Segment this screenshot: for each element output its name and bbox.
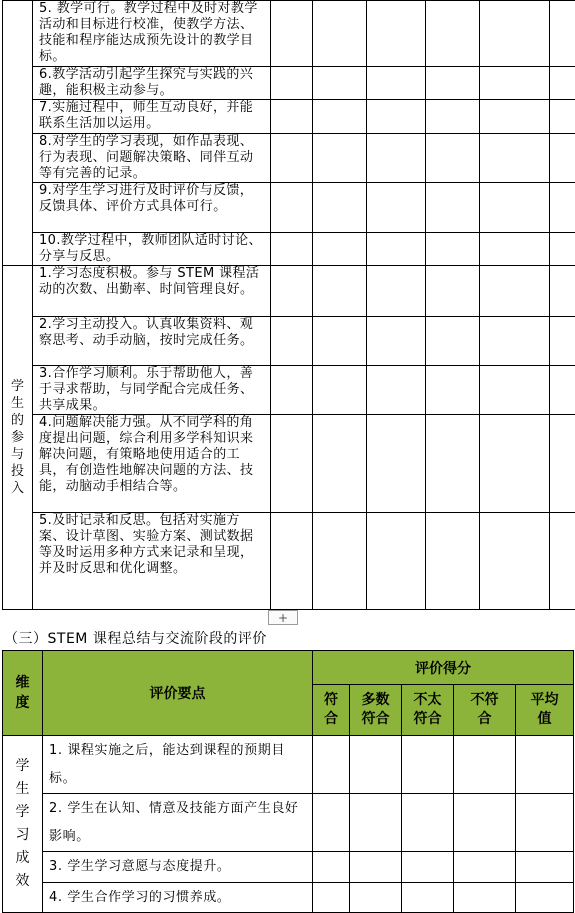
score-cell[interactable]	[550, 513, 575, 610]
score-cell[interactable]	[313, 134, 367, 183]
score-cell[interactable]	[367, 415, 426, 513]
score-cell[interactable]	[550, 1, 575, 67]
criterion-cell: 6.教学活动引起学生探究与实践的兴趣，能积极主动参与。	[33, 67, 271, 100]
header-evaluation-points: 评价要点	[43, 651, 313, 736]
score-cell[interactable]	[271, 233, 313, 266]
score-cell[interactable]	[454, 736, 516, 794]
score-cell[interactable]	[550, 266, 575, 317]
score-cell[interactable]	[454, 852, 516, 883]
score-cell[interactable]	[367, 134, 426, 183]
dimension-cell-participation	[3, 266, 33, 610]
score-cell[interactable]	[313, 183, 367, 233]
score-cell[interactable]	[313, 415, 367, 513]
score-column-header: 不符合	[454, 685, 516, 736]
score-cell[interactable]	[426, 183, 480, 233]
criterion-cell: 8.对学生的学习表现，如作品表现、行为表现、问题解决策略、同伴互动等有完善的记录。	[33, 134, 271, 183]
criterion-cell: 2. 学生在认知、情意及技能方面产生良好影响。	[43, 794, 313, 852]
score-cell[interactable]	[550, 134, 575, 183]
score-cell[interactable]	[313, 736, 350, 794]
criterion-cell: 4. 学生合作学习的习惯养成。	[43, 883, 313, 913]
score-cell[interactable]	[402, 852, 454, 883]
score-column-header: 多数符合	[350, 685, 402, 736]
score-cell[interactable]	[271, 366, 313, 415]
evaluation-table-implementation	[2, 0, 575, 610]
score-cell[interactable]	[313, 366, 367, 415]
criterion-cell: 5. 教学可行。教学过程中及时对教学活动和目标进行校准，使教学方法、技能和程序能达成预先设计的教学目标。	[33, 1, 271, 67]
score-cell[interactable]	[367, 317, 426, 366]
score-cell[interactable]	[367, 67, 426, 100]
score-cell[interactable]	[313, 266, 367, 317]
score-cell[interactable]	[426, 233, 480, 266]
score-cell[interactable]	[367, 266, 426, 317]
score-cell[interactable]	[480, 1, 550, 67]
score-cell[interactable]	[426, 415, 480, 513]
score-cell[interactable]	[271, 415, 313, 513]
score-cell[interactable]	[454, 883, 516, 913]
score-cell[interactable]	[426, 67, 480, 100]
score-cell[interactable]	[367, 100, 426, 134]
score-cell[interactable]	[550, 317, 575, 366]
score-cell[interactable]	[313, 1, 367, 67]
score-cell[interactable]	[480, 415, 550, 513]
score-cell[interactable]	[367, 366, 426, 415]
score-cell[interactable]	[313, 513, 367, 610]
score-cell[interactable]	[271, 183, 313, 233]
score-cell[interactable]	[480, 233, 550, 266]
score-cell[interactable]	[402, 794, 454, 852]
score-cell[interactable]	[313, 794, 350, 852]
score-cell[interactable]	[426, 266, 480, 317]
score-cell[interactable]	[480, 266, 550, 317]
score-cell[interactable]	[367, 513, 426, 610]
evaluation-table-summary	[2, 650, 574, 913]
dimension-label: 学生学习成效	[15, 758, 30, 889]
header-dimension: 维度	[3, 651, 43, 736]
score-cell[interactable]	[271, 134, 313, 183]
score-column-header: 符合	[313, 685, 350, 736]
criterion-cell: 10.教学过程中，教师团队适时讨论、分享与反思。	[33, 233, 271, 266]
criterion-cell: 2.学习主动投入。认真收集资料、观察思考、动手动脑，按时完成任务。	[33, 317, 271, 366]
score-cell[interactable]	[402, 736, 454, 794]
criterion-cell: 3. 学生学习意愿与态度提升。	[43, 852, 313, 883]
score-cell[interactable]	[550, 100, 575, 134]
header-score: 评价得分	[313, 651, 574, 685]
score-cell[interactable]	[516, 852, 574, 883]
score-column-header: 不太符合	[402, 685, 454, 736]
score-cell[interactable]	[550, 415, 575, 513]
score-cell[interactable]	[516, 883, 574, 913]
score-cell[interactable]	[480, 513, 550, 610]
score-cell[interactable]	[350, 852, 402, 883]
score-cell[interactable]	[313, 233, 367, 266]
criterion-cell: 9.对学生学习进行及时评价与反馈，反馈具体、评价方式具体可行。	[33, 183, 271, 233]
criterion-cell: 1. 课程实施之后，能达到课程的预期目标。	[43, 736, 313, 794]
score-cell[interactable]	[402, 883, 454, 913]
score-cell[interactable]	[480, 183, 550, 233]
score-cell[interactable]	[426, 134, 480, 183]
score-cell[interactable]	[426, 1, 480, 67]
score-cell[interactable]	[271, 266, 313, 317]
score-cell[interactable]	[313, 317, 367, 366]
score-cell[interactable]	[367, 1, 426, 67]
score-cell[interactable]	[271, 67, 313, 100]
score-cell[interactable]	[313, 883, 350, 913]
criterion-cell: 7.实施过程中，师生互动良好，并能联系生活加以运用。	[33, 100, 271, 134]
score-cell[interactable]	[426, 513, 480, 610]
score-cell[interactable]	[313, 100, 367, 134]
score-cell[interactable]	[550, 67, 575, 100]
score-cell[interactable]	[426, 366, 480, 415]
criterion-cell: 3.合作学习顺利。乐于帮助他人，善于寻求帮助，与同学配合完成任务、共享成果。	[33, 366, 271, 415]
score-cell[interactable]	[350, 736, 402, 794]
score-column-header: 平均值	[516, 685, 574, 736]
criterion-cell: 1.学习态度积极。参与 STEM 课程活动的次数、出勤率、时间管理良好。	[33, 266, 271, 317]
dimension-label: 学生的参与投入	[10, 379, 24, 496]
criterion-cell: 4.问题解决能力强。从不同学科的角度提出问题，综合利用多学科知识来解决问题，有策略地使用适合的工具，有创造性地解决问题的方法、技能，动脑动手相结合等。	[33, 415, 271, 513]
add-row-button[interactable]: +	[268, 610, 298, 625]
score-cell[interactable]	[271, 1, 313, 67]
score-cell[interactable]	[271, 317, 313, 366]
score-cell[interactable]	[313, 852, 350, 883]
score-cell[interactable]	[550, 233, 575, 266]
score-cell[interactable]	[516, 736, 574, 794]
score-cell[interactable]	[271, 513, 313, 610]
score-cell[interactable]	[426, 317, 480, 366]
score-cell[interactable]	[426, 100, 480, 134]
section-title: （三）STEM 课程总结与交流阶段的评价	[4, 631, 267, 647]
score-cell[interactable]	[454, 794, 516, 852]
score-cell[interactable]	[480, 100, 550, 134]
score-cell[interactable]	[516, 794, 574, 852]
score-cell[interactable]	[480, 317, 550, 366]
criterion-cell: 5.及时记录和反思。包括对实施方案、设计草图、实验方案、测试数据等及时运用多种方式来记录和呈现，并及时反思和优化调整。	[33, 513, 271, 610]
score-cell[interactable]	[313, 67, 367, 100]
score-cell[interactable]	[550, 183, 575, 233]
score-cell[interactable]	[480, 67, 550, 100]
score-cell[interactable]	[350, 794, 402, 852]
dimension-cell-learning-outcomes	[3, 736, 43, 913]
score-cell[interactable]	[350, 883, 402, 913]
score-cell[interactable]	[271, 100, 313, 134]
score-cell[interactable]	[480, 366, 550, 415]
dimension-cell-teaching	[3, 1, 33, 266]
score-cell[interactable]	[367, 233, 426, 266]
score-cell[interactable]	[550, 366, 575, 415]
score-cell[interactable]	[367, 183, 426, 233]
score-cell[interactable]	[480, 134, 550, 183]
